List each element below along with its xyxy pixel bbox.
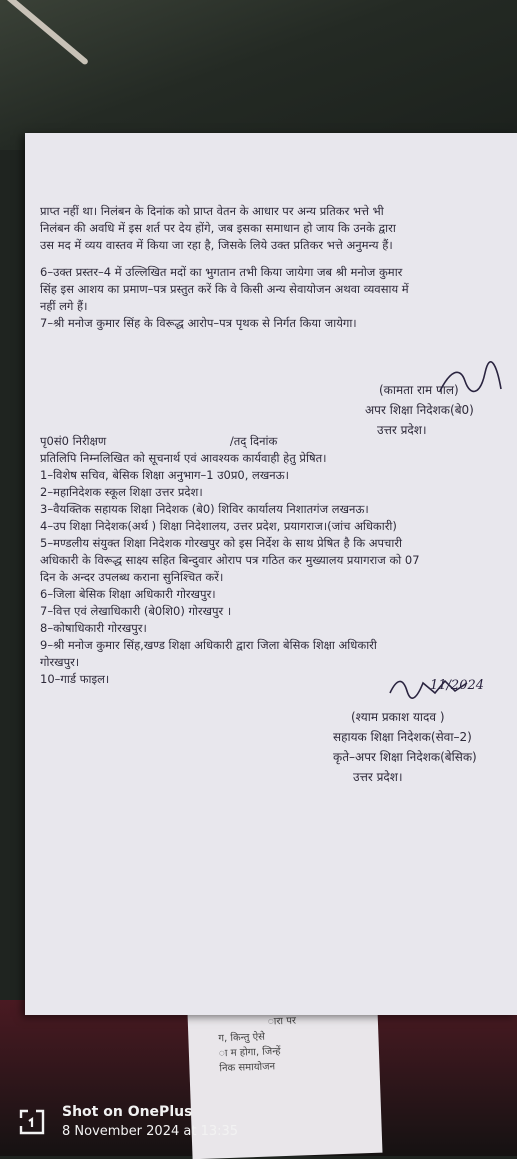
signature-2-date: 11/2024 bbox=[430, 678, 485, 693]
signatory-2-for: कृते–अपर शिक्षा निदेशक(बेसिक) bbox=[333, 750, 477, 764]
copy-item: 8–कोषाधिकारी गोरखपुर। bbox=[40, 621, 147, 635]
reference-line bbox=[40, 433, 517, 450]
point-6 bbox=[40, 264, 517, 315]
copy-item: 3–वैयक्तिक सहायक शिक्षा निदेशक (बे0) शिविर कार्यालय निशातगंज लखनऊ। bbox=[40, 502, 369, 516]
copy-section bbox=[40, 433, 517, 688]
under-paper-line: निक समायोजन bbox=[219, 1061, 276, 1075]
watermark-datetime: 8 November 2024 at 13:35 bbox=[62, 1124, 239, 1139]
copy-item: 7–वित्त एवं लेखाधिकारी (बे0शि0) गोरखपुर । bbox=[40, 604, 232, 618]
signatory-2-designation: सहायक शिक्षा निदेशक(सेवा–2) bbox=[333, 730, 472, 744]
signatory-2-block bbox=[333, 708, 517, 785]
copy-item: 4–उप शिक्षा निदेशक(अर्थ ) शिक्षा निदेशालय, उत्तर प्रदेश, प्रयागराज।(जांच अधिकारी) bbox=[40, 519, 397, 533]
watermark-brand: Shot on OnePlus bbox=[62, 1104, 193, 1120]
signatory-1-location: उत्तर प्रदेश। bbox=[377, 423, 427, 437]
document-body bbox=[40, 203, 517, 332]
reference-number: पृ0सं0 निरीक्षण bbox=[40, 434, 107, 448]
text-line: 6–उक्त प्रस्तर–4 में उल्लिखित मदों का भुगतान तभी किया जायेगा जब श्री मनोज कुमार bbox=[40, 265, 403, 279]
text-line: सिंह इस आशय का प्रमाण–पत्र प्रस्तुत करें कि वे किसी अन्य सेवायोजन अथवा व्यवसाय में bbox=[40, 282, 409, 296]
camera-watermark bbox=[18, 1100, 278, 1146]
copy-item: 10–गार्ड फाइल। bbox=[40, 672, 110, 686]
text-line: 7–श्री मनोज कुमार सिंह के विरूद्ध आरोप–पत्र पृथक से निर्गत किया जायेगा। bbox=[40, 316, 357, 330]
background-top bbox=[0, 0, 517, 150]
oneplus-logo-icon bbox=[18, 1108, 46, 1136]
copy-item: गोरखपुर। bbox=[40, 655, 80, 669]
text-line: नहीं लगे हैं। bbox=[40, 299, 88, 313]
reference-date: /तद् दिनांक bbox=[229, 434, 278, 448]
copy-item: 5–मण्डलीय संयुक्त शिक्षा निदेशक गोरखपुर को इस निर्देश के साथ प्रेषित है कि अपचारी bbox=[40, 536, 403, 550]
signatory-1-name: (कामता राम पाल) bbox=[379, 383, 459, 397]
signatory-2-location: उत्तर प्रदेश। bbox=[353, 770, 403, 784]
text-line: प्राप्त नहीं था। निलंबन के दिनांक को प्राप्त वेतन के आधार पर अन्य प्रतिकर भत्ते भी bbox=[40, 204, 384, 218]
signature-1-mark bbox=[435, 361, 505, 401]
copy-item: अधिकारी के विरूद्ध साक्ष्य सहित बिन्दुवार ओराप पत्र गठित कर मुख्यालय प्रयागराज को 07 bbox=[40, 553, 420, 567]
text-line: निलंबन की अवधि में इस शर्त पर देय होंगे, जब इसका समाधान हो जाय कि उनके द्वारा bbox=[40, 221, 396, 235]
copy-item: 6–जिला बेसिक शिक्षा अधिकारी गोरखपुर। bbox=[40, 587, 216, 601]
point-7 bbox=[40, 315, 517, 332]
under-paper-line: ा म होगा, जिन्हें bbox=[218, 1046, 281, 1060]
signatory-1-designation: अपर शिक्षा निदेशक(बे0) bbox=[365, 403, 474, 417]
intro-paragraph bbox=[40, 203, 517, 254]
signatory-2-name: (श्याम प्रकाश यादव ) bbox=[351, 710, 445, 724]
copy-item: 1–विशेष सचिव, बेसिक शिक्षा अनुभाग–1 उ0प्र0, लखनऊ। bbox=[40, 468, 289, 482]
under-paper-line: ग, किन्तु ऐसे bbox=[218, 1031, 266, 1045]
copy-item: 2–महानिदेशक स्कूल शिक्षा उत्तर प्रदेश। bbox=[40, 485, 203, 499]
document-page bbox=[25, 133, 517, 1015]
copy-item: दिन के अन्दर उपलब्ध कराना सुनिश्चित करें। bbox=[40, 570, 224, 584]
text-line: उस मद में व्यय वास्तव में किया जा रहा है, जिसके लिये उक्त प्रतिकर भत्ते अनुमन्य हैं। bbox=[40, 238, 393, 252]
copy-intro: प्रतिलिपि निम्नलिखित को सूचनार्थ एवं आवश्यक कार्यवाही हेतु प्रेषित। bbox=[40, 451, 327, 465]
under-paper-line: ारा पर bbox=[267, 1015, 297, 1028]
copy-item: 9–श्री मनोज कुमार सिंह,खण्ड शिक्षा अधिकारी द्वारा जिला बेसिक शिक्षा अधिकारी bbox=[40, 638, 377, 652]
